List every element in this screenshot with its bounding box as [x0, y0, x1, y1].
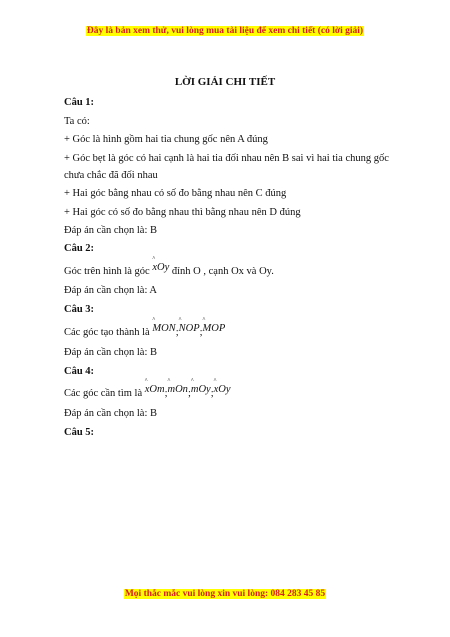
question-3-text: Các góc tạo thành là ^ MON; ^ NOP; ^ MOP: [64, 317, 226, 338]
question-4-text: Các góc cần tìm là ^ xOm; ^ mOn; ^ mOy; ^ xOy: [64, 378, 231, 399]
angle-hat-icon: ^: [190, 378, 194, 384]
angle-hat-icon: ^: [213, 378, 217, 384]
question-4-answer: Đáp án cần chọn là: B: [64, 408, 158, 419]
angle-hat-icon: ^: [152, 317, 156, 323]
page-title: LỜI GIẢI CHI TIẾT: [174, 76, 276, 88]
question-1-option-d: + Hai góc có số đo bằng nhau thì bằng nhau nên D đúng: [64, 207, 301, 218]
angle-mon-2: [167, 378, 188, 395]
question-3-label: Câu 3:: [64, 304, 95, 315]
question-1-answer: Đáp án cần chọn là: B: [64, 225, 158, 236]
question-2-answer: Đáp án cần chọn là: A: [64, 285, 158, 296]
angle-moy: [190, 378, 211, 395]
question-2-text: [64, 256, 274, 277]
contact-banner: [0, 589, 450, 599]
angle-label: mOy: [190, 384, 211, 395]
question-2-text-after: đỉnh O , cạnh Ox và Oy.: [169, 266, 274, 277]
angle-hat-icon: ^: [167, 378, 171, 384]
question-1-option-b-line2: chưa chắc đã đối nhau: [64, 170, 158, 181]
question-1-option-c: + Hai góc bằng nhau có số đo bằng nhau nên C đúng: [64, 188, 287, 199]
angle-xoy: [152, 256, 170, 273]
question-3-text-before: Các góc tạo thành là: [64, 327, 153, 338]
question-4-label: Câu 4:: [64, 366, 95, 377]
question-2-text-before: Góc trên hình là góc: [64, 266, 153, 277]
angle-label: mOn: [167, 384, 188, 395]
question-3-answer: Đáp án cần chọn là: B: [64, 347, 158, 358]
question-1-option-b-line1: + Góc bẹt là góc có hai cạnh là hai tia đối nhau nên B sai vì hai tia chung gốc: [64, 153, 389, 164]
question-2-label: Câu 2:: [64, 243, 95, 254]
angle-nop: [178, 317, 200, 334]
angle-xom: [144, 378, 165, 395]
angle-xoy-2: [213, 378, 231, 395]
question-1-option-a: + Góc là hình gồm hai tia chung gốc nên A đúng: [64, 134, 268, 145]
angle-hat-icon: ^: [202, 317, 206, 323]
contact-banner-text: Mọi thắc mắc vui lòng xin vui lòng: 084 283 45 85: [124, 589, 326, 599]
angle-hat-icon: ^: [144, 378, 148, 384]
preview-banner-text: Đây là bản xem thử, vui lòng mua tài liệu để xem chi tiết (có lời giải): [86, 26, 364, 36]
angle-label: MON: [152, 323, 176, 334]
angle-label: xOy: [152, 262, 170, 273]
angle-mon: [152, 317, 176, 334]
angle-label: xOm: [144, 384, 165, 395]
angle-label: xOy: [213, 384, 231, 395]
question-1-intro: Ta có:: [64, 116, 90, 127]
angle-hat-icon: ^: [152, 256, 156, 262]
preview-banner: [0, 26, 450, 36]
question-1-label: Câu 1:: [64, 97, 95, 108]
question-5-label: Câu 5:: [64, 427, 95, 438]
angle-label: MOP: [202, 323, 226, 334]
angle-label: NOP: [178, 323, 200, 334]
angle-hat-icon: ^: [178, 317, 182, 323]
question-4-text-before: Các góc cần tìm là: [64, 388, 145, 399]
angle-mop: [202, 317, 226, 334]
